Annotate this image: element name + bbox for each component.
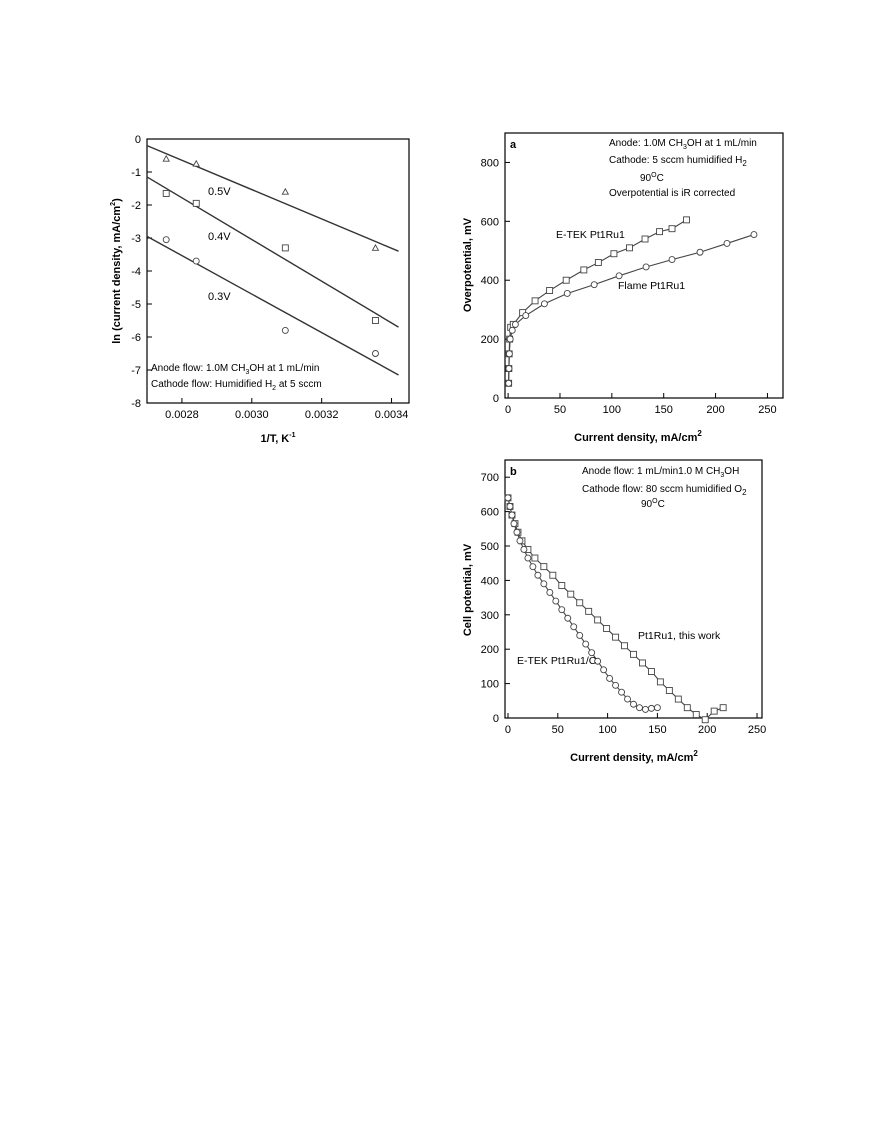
- overpotential-y-tick-label: 600: [480, 216, 499, 229]
- polarization-note-temperature: $90^OC$: [641, 498, 665, 510]
- data-point-circle: [553, 598, 559, 604]
- data-point-square: [639, 660, 645, 666]
- data-point-circle: [506, 366, 512, 372]
- series-label-etek: E-TEK Pt1Ru1: [556, 229, 625, 241]
- data-point-square: [532, 298, 538, 304]
- fit-line-0.4V: [147, 177, 399, 327]
- data-point-circle: [571, 624, 577, 630]
- data-point-circle: [372, 351, 378, 357]
- arrhenius-y-tick-label: -8: [131, 398, 141, 410]
- overpotential-y-axis-title: Overpotential, mV: [462, 217, 474, 313]
- data-point-square: [711, 708, 717, 714]
- series-label-flame: Flame Pt1Ru1: [618, 280, 686, 292]
- polarization-y-tick-label: 100: [480, 678, 499, 691]
- data-point-triangle: [282, 189, 288, 194]
- data-point-circle: [636, 705, 642, 711]
- data-point-circle: [530, 564, 536, 570]
- data-point-circle: [631, 701, 637, 707]
- polarization-y-tick-label: 400: [480, 575, 499, 588]
- panel-letter-a: a: [510, 139, 517, 151]
- arrhenius-markers: [163, 156, 378, 357]
- data-point-circle: [507, 336, 513, 342]
- polarization-note-anode: Anode flow: 1 mL/min1.0 M $CH_3OH$: [582, 466, 740, 479]
- overpotential-x-tick-label: 100: [602, 404, 622, 416]
- data-point-circle: [613, 682, 619, 688]
- data-point-circle: [577, 632, 583, 638]
- data-point-square: [532, 555, 538, 561]
- polarization-x-tick-label: 50: [551, 724, 564, 736]
- data-point-circle: [506, 380, 512, 386]
- fit-line-0.3V: [147, 236, 399, 375]
- polarization-x-axis-title: Current density, $mA/cm^2$: [570, 749, 698, 764]
- overpotential-x-tick-label: 150: [654, 404, 673, 416]
- data-point-circle: [724, 240, 730, 246]
- data-point-square: [657, 679, 663, 685]
- arrhenius-x-tick-label: 0.0034: [374, 409, 409, 421]
- data-point-circle: [751, 232, 757, 238]
- series-label-0.4v: 0.4V: [208, 231, 231, 243]
- arrhenius-x-tick-label: 0.0032: [304, 409, 339, 421]
- data-point-circle: [625, 696, 631, 702]
- data-point-square: [550, 572, 556, 578]
- data-point-square: [586, 608, 592, 614]
- series-line-circle: [509, 235, 754, 384]
- overpotential-x-tick-label: 250: [758, 404, 777, 416]
- data-point-square: [626, 245, 632, 251]
- data-point-circle: [509, 512, 515, 518]
- data-point-square: [563, 277, 569, 283]
- data-point-circle: [559, 607, 565, 613]
- polarization-note-cathode: Cathode flow: 80 sccm humidified $O_2$: [582, 484, 747, 497]
- data-point-square: [581, 267, 587, 273]
- data-point-square: [595, 617, 601, 623]
- data-point-square: [648, 669, 654, 675]
- data-point-square: [568, 591, 574, 597]
- data-point-circle: [163, 237, 169, 243]
- panel-letter-b: b: [510, 466, 517, 478]
- data-point-circle: [509, 327, 515, 333]
- overpotential-note-ir: Overpotential is iR corrected: [609, 188, 736, 199]
- overpotential-note-anode: Anode: 1.0M $CH_3OH$ at 1 mL/min: [609, 138, 757, 151]
- data-point-square: [193, 200, 199, 206]
- overpotential-x-tick-label: 0: [505, 404, 512, 416]
- data-point-square: [720, 705, 726, 711]
- arrhenius-y-tick-label: -5: [131, 299, 141, 311]
- data-point-square: [684, 217, 690, 223]
- arrhenius-y-tick-label: 0: [134, 134, 141, 146]
- data-point-circle: [669, 257, 675, 263]
- arrhenius-y-tick-label: -4: [131, 266, 141, 278]
- polarization-y-tick-label: 500: [480, 541, 499, 553]
- data-point-square: [622, 643, 628, 649]
- data-point-circle: [511, 521, 517, 527]
- data-point-circle: [654, 705, 660, 711]
- polarization-x-tick-label: 100: [598, 724, 617, 736]
- arrhenius-x-axis-title: 1/T, $K^{-1}$: [260, 432, 296, 445]
- polarization-ticks: [481, 472, 767, 736]
- data-point-circle: [541, 301, 547, 307]
- arrhenius-y-tick-label: -1: [131, 167, 141, 179]
- arrhenius-x-tick-label: 0.0028: [165, 409, 199, 421]
- data-point-circle: [282, 327, 288, 333]
- data-point-square: [577, 600, 583, 606]
- overpotential-y-tick-label: 200: [480, 334, 499, 347]
- overpotential-chart: [462, 133, 783, 444]
- polarization-y-tick-label: 600: [480, 506, 499, 519]
- data-point-triangle: [372, 245, 378, 250]
- overpotential-note-cathode: Cathode: 5 sccm humidified $H_2$: [609, 155, 747, 168]
- data-point-circle: [506, 351, 512, 357]
- data-point-circle: [535, 572, 541, 578]
- data-point-circle: [507, 503, 513, 509]
- polarization-y-tick-label: 0: [492, 713, 499, 725]
- arrhenius-y-tick-label: -2: [131, 200, 141, 212]
- series-label-0.3v: 0.3V: [208, 291, 231, 303]
- overpotential-x-tick-label: 200: [706, 404, 725, 416]
- series-label-0.5v: 0.5V: [208, 186, 231, 198]
- data-point-circle: [193, 258, 199, 264]
- data-point-circle: [648, 705, 654, 711]
- polarization-markers: [505, 495, 726, 723]
- data-point-square: [631, 651, 637, 657]
- polarization-x-tick-label: 200: [698, 724, 717, 736]
- arrhenius-chart: [110, 134, 409, 445]
- overpotential-x-tick-label: 50: [553, 404, 567, 416]
- arrhenius-y-axis-title: ln (current density, $mA/cm^2$): [110, 198, 123, 344]
- overpotential-y-tick-label: 0: [492, 393, 499, 405]
- data-point-circle: [591, 282, 597, 288]
- polarization-y-tick-label: 200: [480, 644, 499, 657]
- data-point-square: [657, 229, 663, 235]
- data-point-circle: [512, 321, 518, 327]
- arrhenius-y-tick-label: -7: [131, 365, 141, 377]
- data-point-circle: [616, 273, 622, 279]
- overpotential-y-tick-label: 800: [480, 157, 499, 170]
- overpotential-x-axis-title: Current density, $mA/cm^2$: [574, 429, 702, 444]
- data-point-square: [669, 226, 675, 232]
- data-point-circle: [697, 249, 703, 255]
- data-point-circle: [541, 581, 547, 587]
- data-point-square: [684, 705, 690, 711]
- series-label-pt1ru1: Pt1Ru1, this work: [638, 630, 721, 642]
- data-point-circle: [525, 555, 531, 561]
- data-point-square: [541, 564, 547, 570]
- data-point-circle: [601, 667, 607, 673]
- data-point-square: [163, 190, 169, 196]
- data-point-square: [675, 696, 681, 702]
- data-point-circle: [547, 589, 553, 595]
- arrhenius-note-anode: Anode flow: 1.0M $CH_3OH$ at 1 mL/min: [151, 363, 320, 376]
- data-point-circle: [643, 264, 649, 270]
- arrhenius-x-tick-label: 0.0030: [234, 409, 269, 421]
- data-point-square: [613, 634, 619, 640]
- data-point-circle: [607, 675, 613, 681]
- data-point-square: [547, 288, 553, 294]
- data-point-circle: [619, 689, 625, 695]
- data-point-circle: [505, 495, 511, 501]
- data-point-square: [595, 260, 601, 266]
- arrhenius-fit-lines: [147, 146, 399, 375]
- arrhenius-y-tick-label: -3: [131, 233, 141, 245]
- data-point-square: [372, 318, 378, 324]
- data-point-square: [559, 583, 565, 589]
- polarization-x-tick-label: 0: [504, 724, 512, 736]
- overpotential-note-temperature: $90^OC$: [640, 172, 664, 184]
- fit-line-0.5V: [147, 146, 399, 252]
- data-point-circle: [514, 529, 520, 535]
- arrhenius-ticks: [131, 134, 408, 421]
- data-point-circle: [523, 313, 529, 319]
- data-point-circle: [564, 290, 570, 296]
- data-point-circle: [521, 546, 527, 552]
- data-point-square: [693, 712, 699, 718]
- polarization-x-tick-label: 150: [648, 724, 667, 736]
- polarization-plot-frame: [505, 460, 762, 718]
- arrhenius-note-cathode: Cathode flow: Humidified $H_2$ at 5 sccm: [151, 379, 322, 392]
- series-label-etek-c: E-TEK Pt1Ru1/C: [517, 655, 597, 667]
- data-point-square: [604, 626, 610, 632]
- data-point-square: [611, 251, 617, 257]
- data-point-triangle: [193, 161, 199, 166]
- polarization-y-axis-title: Cell potential, mV: [462, 543, 474, 637]
- data-point-square: [666, 687, 672, 693]
- data-point-square: [702, 717, 708, 723]
- polarization-y-tick-label: 700: [480, 472, 499, 485]
- data-point-circle: [583, 641, 589, 647]
- data-point-circle: [517, 538, 523, 544]
- arrhenius-y-tick-label: -6: [131, 332, 141, 344]
- polarization-chart: [462, 460, 766, 764]
- polarization-y-tick-label: 300: [480, 609, 499, 622]
- overpotential-markers: [506, 217, 757, 386]
- data-point-circle: [642, 706, 648, 712]
- polarization-x-tick-label: 250: [747, 724, 767, 736]
- data-point-square: [282, 245, 288, 251]
- data-point-circle: [565, 615, 571, 621]
- data-point-square: [642, 236, 648, 242]
- data-point-triangle: [163, 156, 169, 161]
- overpotential-y-tick-label: 400: [480, 275, 499, 288]
